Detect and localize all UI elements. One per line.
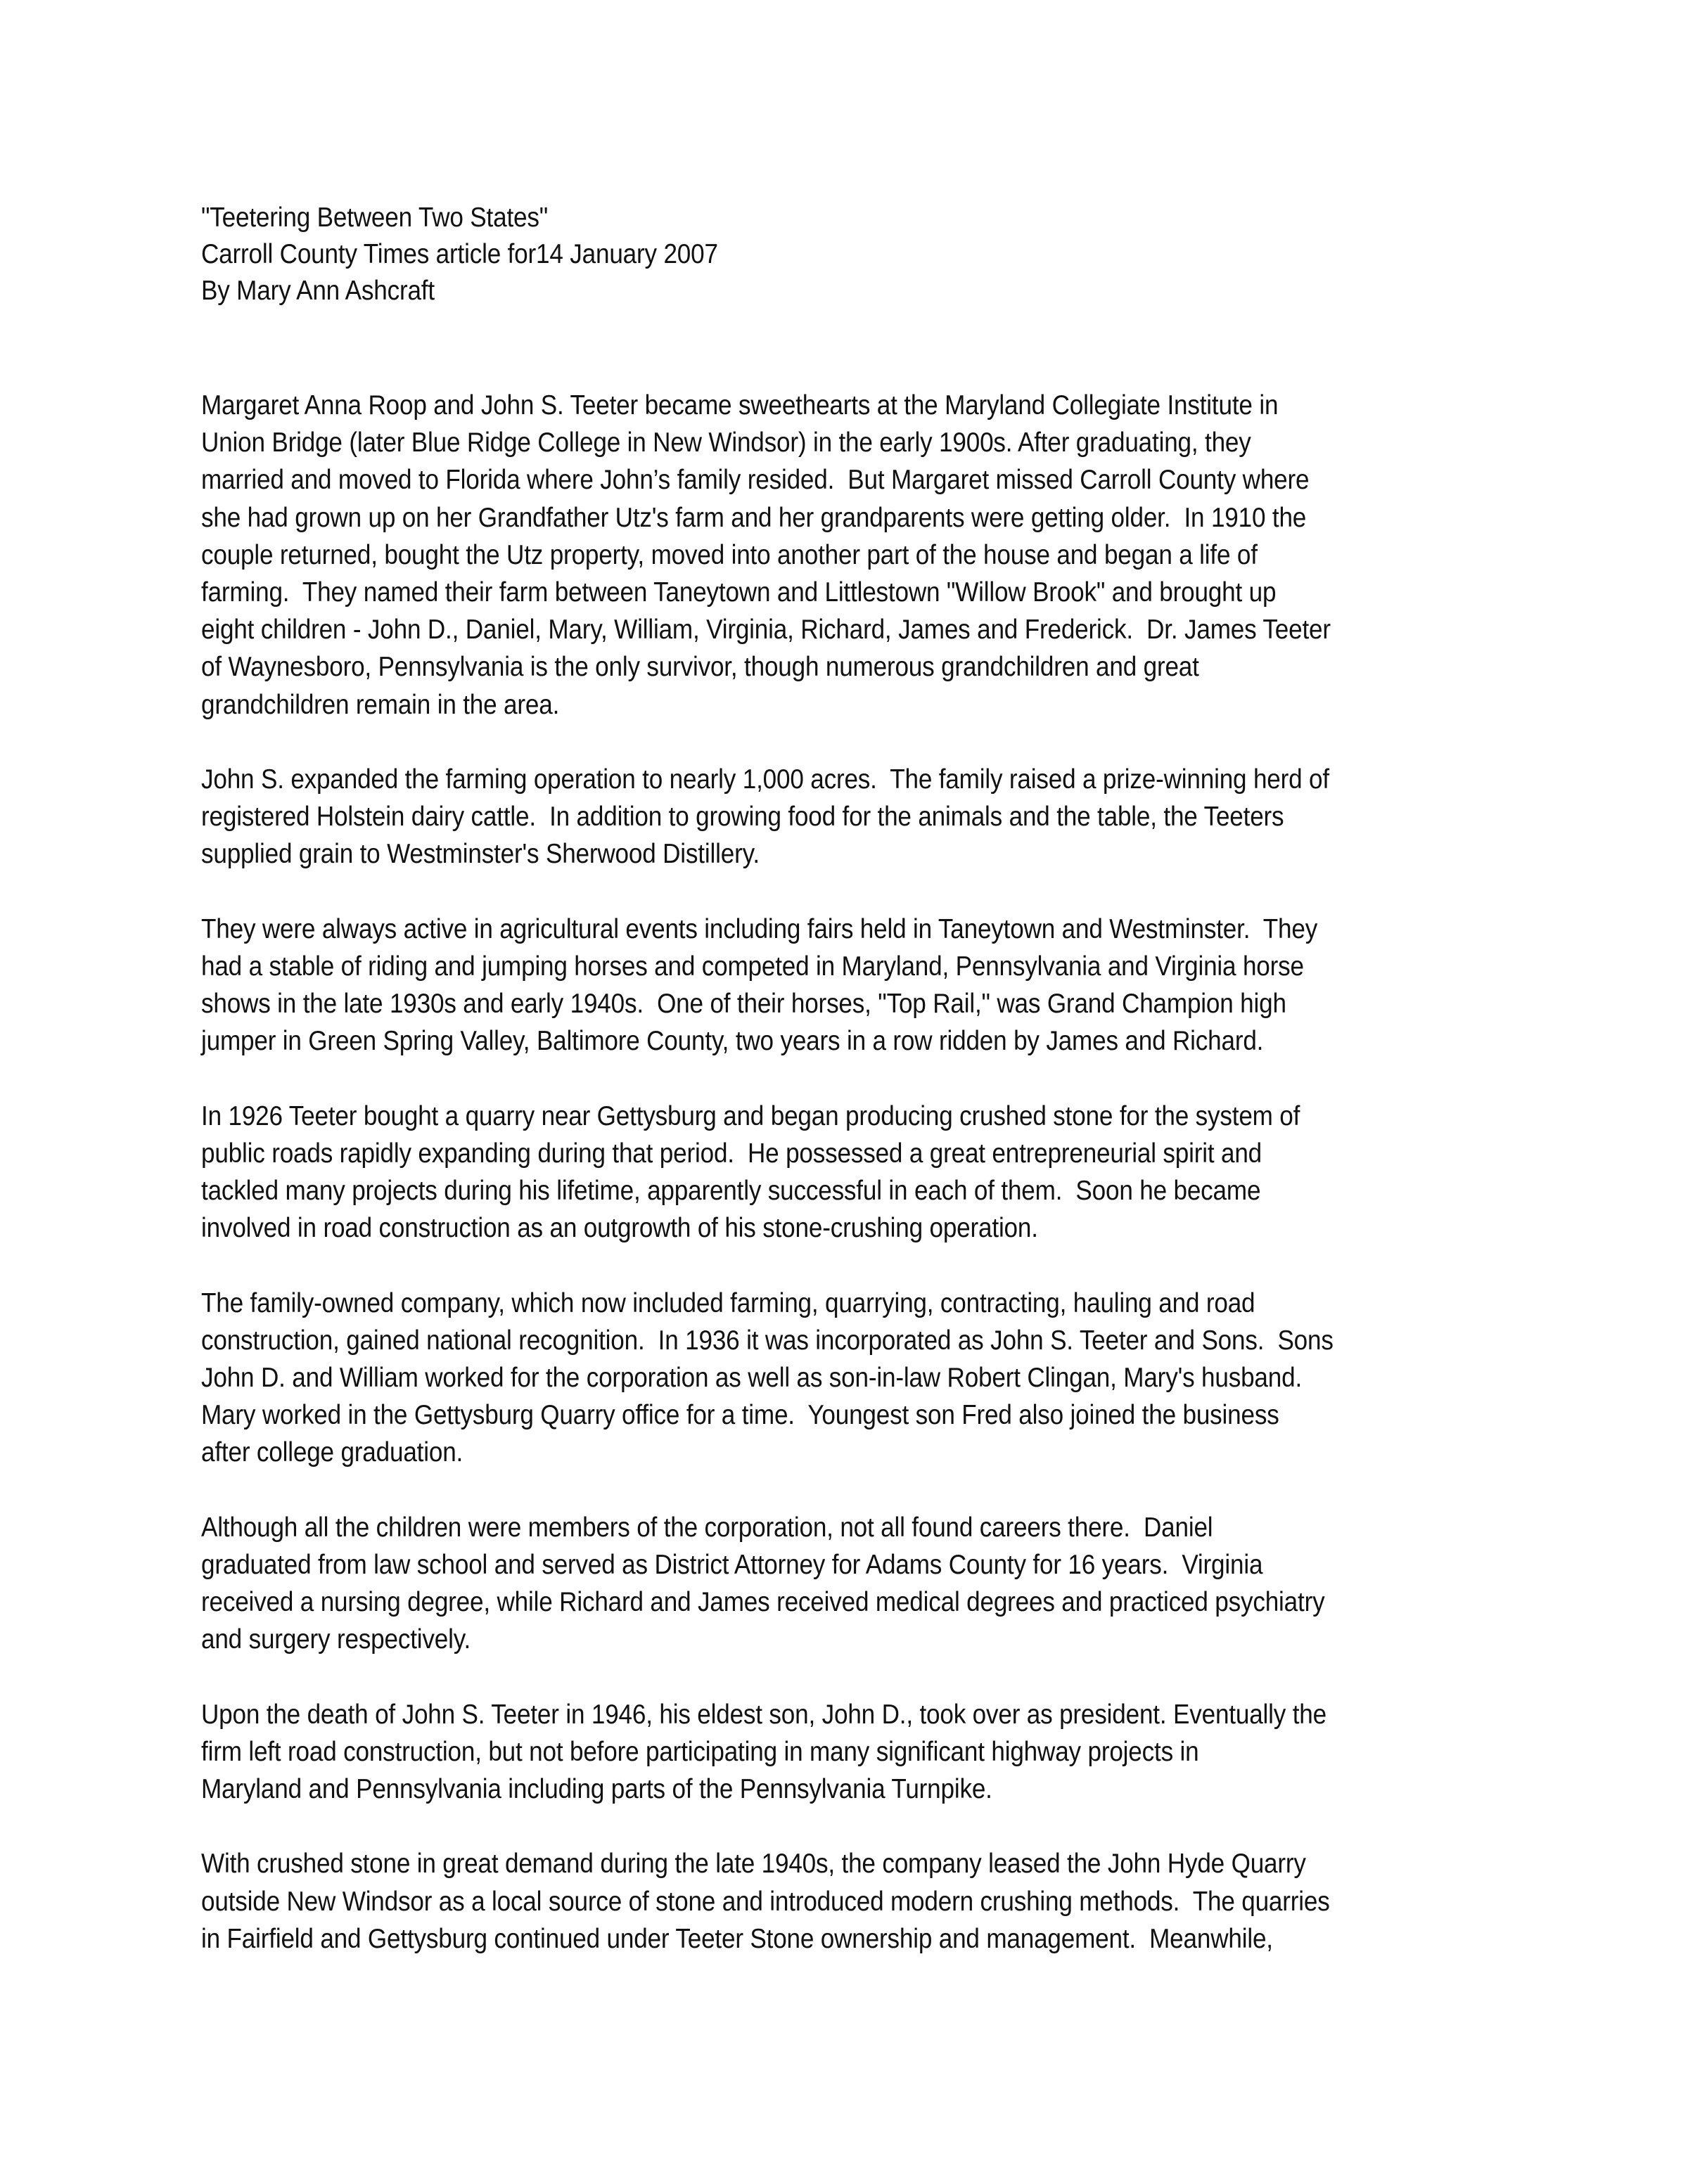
paragraph	[201, 387, 1523, 724]
paragraph-line: in Fairfield and Gettysburg continued under Teeter Stone ownership and management. Meanwhile,	[201, 1923, 1273, 1954]
paragraph-line: Maryland and Pennsylvania including parts of the Pennsylvania Turnpike.	[201, 1773, 992, 1804]
paragraph-line: Although all the children were members of the corporation, not all found careers there. Daniel	[201, 1512, 1213, 1543]
paragraph-line: With crushed stone in great demand during the late 1940s, the company leased the John Hyde Quarry	[201, 1849, 1306, 1880]
paragraph	[201, 1509, 1523, 1659]
paragraph-line: and surgery respectively.	[201, 1624, 471, 1655]
publication-line: Carroll County Times article for14 January 2007	[201, 239, 718, 269]
article-title: "Teetering Between Two States"	[201, 203, 549, 233]
paragraph	[201, 1845, 1523, 1958]
paragraph-line: jumper in Green Spring Valley, Baltimore County, two years in a row ridden by James and Richard.	[201, 1026, 1264, 1057]
paragraph-line: outside New Windsor as a local source of stone and introduced modern crushing methods. The quarries	[201, 1886, 1330, 1917]
paragraph	[201, 1285, 1523, 1472]
paragraph-line: tackled many projects during his lifetime, apparently successful in each of them. Soon he became	[201, 1175, 1261, 1206]
paragraph-line: farming. They named their farm between Taneytown and Littlestown "Willow Brook" and brought up	[201, 577, 1277, 608]
byline: By Mary Ann Ashcraft	[201, 276, 435, 306]
paragraph-line: involved in road construction as an outgrowth of his stone-crushing operation.	[201, 1213, 1038, 1244]
paragraph-line: firm left road construction, but not before participating in many significant highway projects in	[201, 1736, 1199, 1767]
paragraph-line: of Waynesboro, Pennsylvania is the only survivor, though numerous grandchildren and great	[201, 652, 1199, 683]
paragraph-line: public roads rapidly expanding during that period. He possessed a great entrepreneurial spirit and	[201, 1138, 1262, 1169]
paragraph-line: The family-owned company, which now included farming, quarrying, contracting, hauling and road	[201, 1287, 1255, 1318]
paragraph-line: registered Holstein dairy cattle. In addition to growing food for the animals and the table, the Teeters	[201, 802, 1284, 833]
paragraph-line: after college graduation.	[201, 1437, 463, 1468]
paragraph-line: Mary worked in the Gettysburg Quarry office for a time. Youngest son Fred also joined the business	[201, 1400, 1279, 1431]
paragraph-line: had a stable of riding and jumping horses and competed in Maryland, Pennsylvania and Virginia horse	[201, 951, 1304, 982]
paragraph-line: married and moved to Florida where John’s family resided. But Margaret missed Carroll County where	[201, 465, 1310, 496]
paragraph-line: John D. and William worked for the corporation as well as son-in-law Robert Clingan, Mary's husband.	[201, 1362, 1303, 1393]
paragraph-line: construction, gained national recognition. In 1936 it was incorporated as John S. Teeter and Sons. Sons	[201, 1325, 1334, 1356]
paragraph	[201, 761, 1523, 873]
paragraph-line: she had grown up on her Grandfather Utz's farm and her grandparents were getting older. In 1910 the	[201, 502, 1307, 533]
article-body	[201, 387, 1523, 1995]
article-header	[201, 200, 775, 309]
paragraph-line: Margaret Anna Roop and John S. Teeter became sweethearts at the Maryland Collegiate Institute in	[201, 390, 1279, 420]
paragraph-line: supplied grain to Westminster's Sherwood Distillery.	[201, 839, 760, 870]
paragraph-line: They were always active in agricultural events including fairs held in Taneytown and Westminster. They	[201, 913, 1318, 944]
paragraph	[201, 1098, 1523, 1247]
paragraph-line: Upon the death of John S. Teeter in 1946, his eldest son, John D., took over as president. Eventually the	[201, 1699, 1326, 1730]
paragraph-line: eight children - John D., Daniel, Mary, William, Virginia, Richard, James and Frederick. Dr. James Teeter	[201, 615, 1331, 645]
paragraph-line: In 1926 Teeter bought a quarry near Gettysburg and began producing crushed stone for the system of	[201, 1100, 1300, 1131]
paragraph	[201, 1696, 1523, 1809]
paragraph-line: grandchildren remain in the area.	[201, 689, 560, 720]
paragraph-line: John S. expanded the farming operation to nearly 1,000 acres. The family raised a prize-winning herd of	[201, 764, 1329, 795]
paragraph-line: shows in the late 1930s and early 1940s. One of their horses, "Top Rail," was Grand Champion high	[201, 989, 1286, 1019]
paragraph-line: Union Bridge (later Blue Ridge College in New Windsor) in the early 1900s. After graduating, they	[201, 428, 1251, 458]
paragraph-line: graduated from law school and served as District Attorney for Adams County for 16 years. Virginia	[201, 1549, 1263, 1580]
paragraph	[201, 911, 1523, 1060]
paragraph-line: couple returned, bought the Utz property, moved into another part of the house and began a life of	[201, 539, 1258, 570]
paragraph-line: received a nursing degree, while Richard and James received medical degrees and practiced psychiatry	[201, 1587, 1325, 1617]
